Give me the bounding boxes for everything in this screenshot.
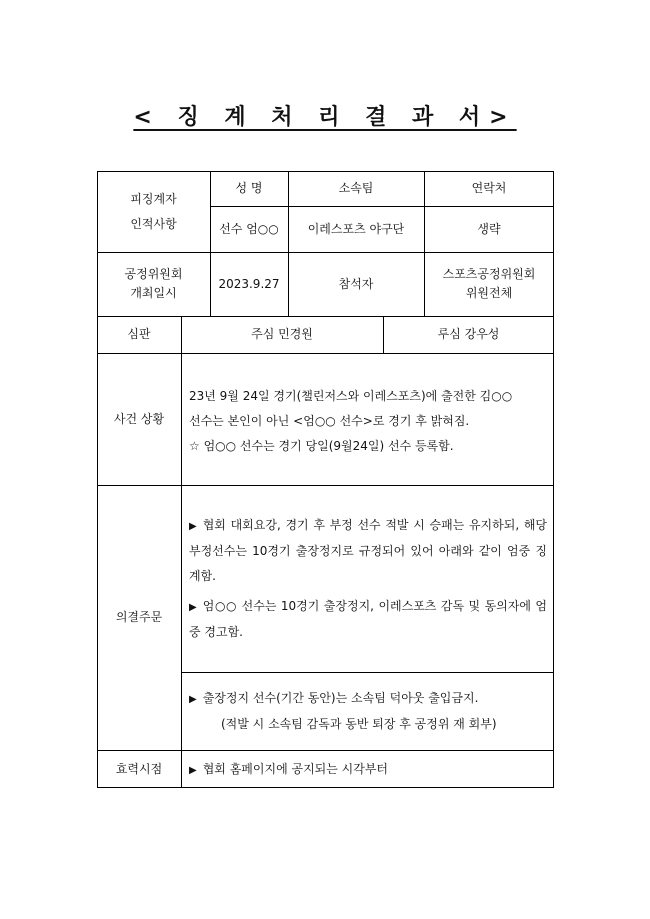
person-info-label: 피징계자 인적사항	[130, 191, 177, 231]
attendee-label: 참석자	[338, 276, 374, 291]
incident-text: 23년 9월 24일 경기(챌린저스와 이레스포츠)에 출전한 김○○ 선수는 본인이 아닌 <엄○○ 선수>로 경기 후 밝혀짐. ☆ 엄○○ 선수는 경기 당일(9월24일) 선수 등록함.	[189, 389, 513, 453]
person-team: 이레스포츠 야구단	[307, 221, 405, 236]
bullet-arrow-icon: ▶	[189, 602, 197, 613]
document-title: < 징 계 처 리 결 과 서>	[133, 105, 517, 130]
bullet-arrow-icon: ▶	[189, 694, 197, 705]
meeting-date: 2023.9.27	[218, 276, 280, 291]
decision-label: 의결주문	[115, 610, 163, 625]
effective-text: ▶ 협회 홈페이지에 공지되는 시각부터	[189, 757, 547, 783]
attendees: 스포츠공정위원회 위원전체	[442, 267, 536, 300]
bullet-arrow-icon: ▶	[189, 765, 197, 776]
person-contact: 생략	[477, 221, 501, 236]
decision-note: ▶ 출장정지 선수(기간 동안)는 소속팀 덕아웃 출입금지. (적발 시 소속팀 감독과 동반 퇴장 후 공정위 재 회부)	[189, 686, 547, 736]
incident-label: 사건 상황	[113, 411, 165, 426]
col-name-header: 성 명	[235, 181, 263, 196]
meeting-label: 공정위원회 개최일시	[124, 267, 183, 300]
chief-umpire: 주심 민경원	[251, 327, 313, 342]
decision-paragraph-2: ▶ 엄○○ 선수는 10경기 출장정지, 이레스포츠 감독 및 동의자에 엄중 경고함.	[189, 594, 547, 645]
col-team-header: 소속팀	[338, 181, 374, 196]
base-umpire: 루심 강우성	[437, 327, 500, 342]
bullet-arrow-icon: ▶	[189, 521, 197, 532]
col-contact-header: 연락처	[471, 181, 507, 196]
decision-paragraph-1: ▶ 협회 대회요강, 경기 후 부정 선수 적발 시 승패는 유지하되, 해당 부정선수는 10경기 출장정지로 규정되어 있어 아래와 같이 엄중 징계함.	[189, 513, 547, 589]
person-name: 선수 엄○○	[219, 221, 279, 236]
umpire-label: 심판	[127, 327, 151, 342]
effective-label: 효력시점	[115, 761, 163, 776]
